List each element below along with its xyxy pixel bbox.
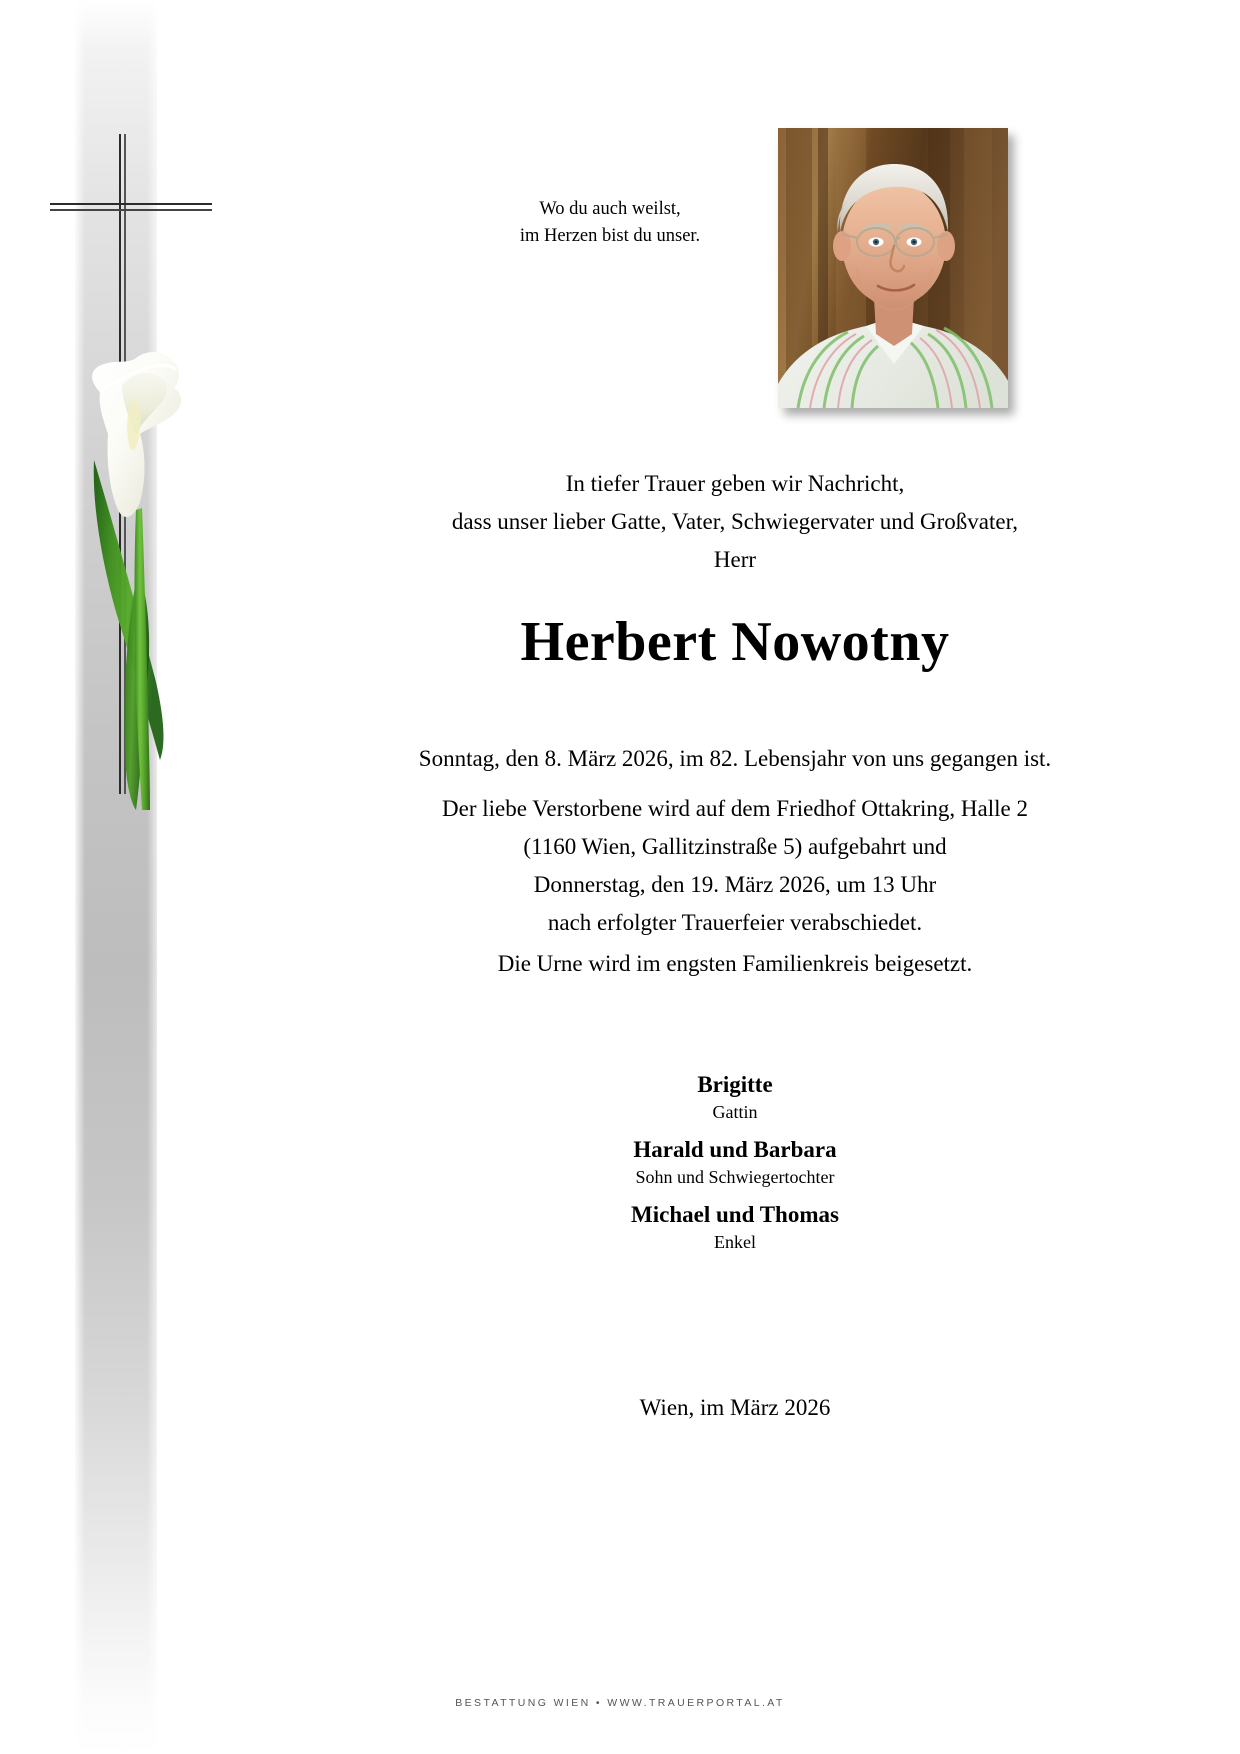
verse-line-1: Wo du auch weilst, <box>539 199 681 219</box>
gradient-band <box>75 0 157 1754</box>
urn-burial-line: Die Urne wird im engsten Familienkreis beigesetzt. <box>497 951 973 976</box>
funeral-details <box>230 790 1240 942</box>
intro-line-3: Herr <box>713 547 757 572</box>
mourner-entry <box>230 1200 1240 1255</box>
memorial-verse <box>230 196 990 250</box>
mourner-name: Michael und Thomas <box>631 1202 839 1227</box>
deceased-name: Herbert Nowotny <box>520 611 950 673</box>
cross-icon-bar <box>50 203 212 205</box>
funeral-line-2: (1160 Wien, Gallitzinstraße 5) aufgebahrt und <box>523 834 947 859</box>
mourner-name: Harald und Barbara <box>633 1137 837 1162</box>
mourners-list <box>230 1070 1240 1265</box>
mourner-entry <box>230 1070 1240 1125</box>
cross-icon-bar-shadow <box>50 209 212 211</box>
death-date-line: Sonntag, den 8. März 2026, im 82. Lebensjahr von uns gegangen ist. <box>418 746 1052 771</box>
mourner-relation: Enkel <box>714 1232 756 1252</box>
closing-location-date: Wien, im März 2026 <box>639 1395 831 1420</box>
announcement-intro <box>230 465 1240 579</box>
funeral-line-1: Der liebe Verstorbene wird auf dem Friedhof Ottakring, Halle 2 <box>442 796 1028 821</box>
intro-line-1: In tiefer Trauer geben wir Nachricht, <box>565 471 905 496</box>
mourner-relation: Gattin <box>712 1102 758 1122</box>
gradient-band-highlight-right <box>147 0 159 1754</box>
obituary-content <box>230 0 1240 1754</box>
mourner-entry <box>230 1135 1240 1190</box>
intro-line-2: dass unser lieber Gatte, Vater, Schwiegervater und Großvater, <box>451 509 1019 534</box>
funeral-line-3: Donnerstag, den 19. März 2026, um 13 Uhr <box>533 872 937 897</box>
funeral-line-4: nach erfolgter Trauerfeier verabschiedet. <box>547 910 923 935</box>
calla-lily-icon <box>60 330 200 810</box>
footer-credit: BESTATTUNG WIEN • WWW.TRAUERPORTAL.AT <box>455 1697 785 1709</box>
mourner-relation: Sohn und Schwiegertochter <box>635 1167 835 1187</box>
gradient-band-highlight-left <box>75 0 85 1754</box>
mourner-name: Brigitte <box>697 1072 773 1097</box>
verse-line-2: im Herzen bist du unser. <box>519 226 701 246</box>
